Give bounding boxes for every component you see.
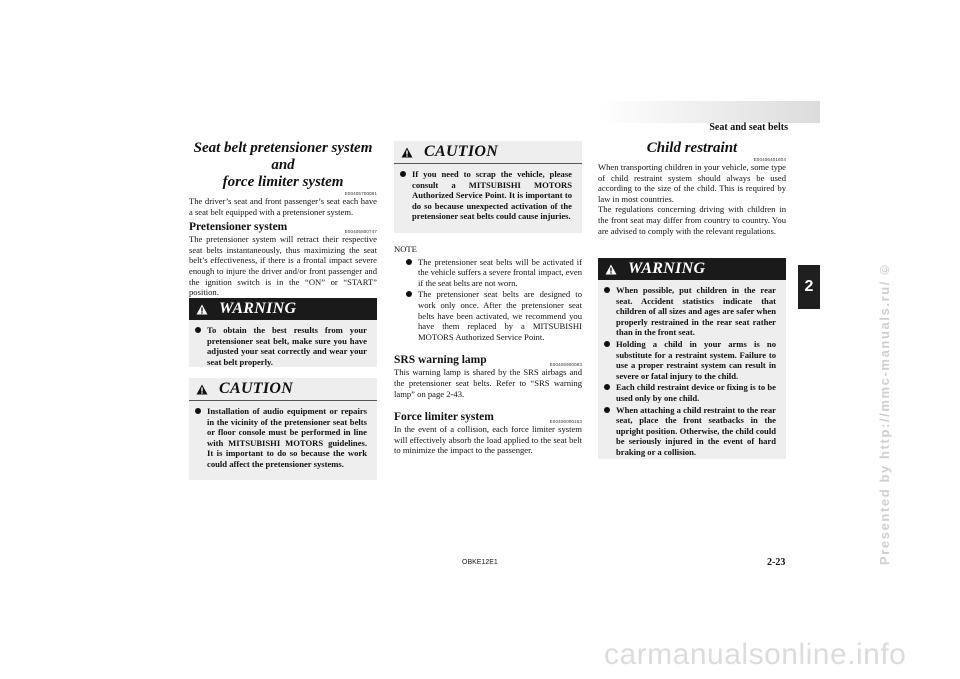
pretensioner-heading: Pretensioner system (189, 221, 288, 234)
note-list (394, 257, 582, 343)
caution-box (394, 141, 582, 233)
section-heading: Seat belt pretensioner system and (193, 140, 373, 173)
reference-code: E00405800747 (344, 229, 377, 235)
warning-header (189, 298, 377, 320)
caution-list (394, 164, 582, 229)
caution-header (394, 141, 582, 164)
caution-box (189, 378, 377, 480)
vertical-credit-text: Presented by http://mmc-manuals.ru/ © (877, 263, 892, 565)
child-paragraph-1: When transporting children in your vehicle, some type of child restraint system should always be used according to the size of the child. This is required by law in most countries. (598, 162, 786, 204)
warning-list (598, 280, 786, 465)
column-3 (598, 140, 786, 236)
warning-title: WARNING (219, 300, 297, 317)
srs-heading: SRS warning lamp (394, 354, 487, 367)
list-item: The pretensioner seat belts are designed to work only once. After the pretensioner seat belts have been activated, we recommend you have them replaced by a MITSUBISHI MOTORS Authorized Service Point. (406, 289, 582, 342)
document-code: OBKE12E1 (462, 559, 498, 566)
reference-code: E00405900083 (549, 362, 582, 368)
warning-title: WARNING (628, 260, 706, 277)
list-item: When possible, put children in the rear seat. Accident statistics indicate that children of all sizes and ages are safer when properly restrained in the rear seat rather than in the front seat. (604, 285, 776, 338)
list-item: To obtain the best results from your pretensioner seat belt, make sure you have adjusted your seat correctly and wear your seat belt properly. (195, 325, 367, 367)
caution-title: CAUTION (424, 143, 499, 160)
list-item: When attaching a child restraint to the rear seat, place the front seatbacks in the upright position. Otherwise, the child could be seriously injured in the event of hard braking or a collision. (604, 405, 776, 458)
caution-title: CAUTION (219, 380, 294, 397)
section-title: Seat and seat belts (709, 122, 788, 133)
pretensioner-paragraph: The pretensioner system will retract their respective seat belts instantaneously, thus maximizing the seat belt’s effectiveness, if there is a frontal impact severe enough to injure the driver and/or front passenger and the ignition switch is in the “ON” or “START” position. (189, 234, 377, 298)
warning-list (189, 320, 377, 374)
caution-list (189, 401, 377, 477)
intro-paragraph: The driver’s seat and front passenger’s seat each have a seat belt equipped with a pretensioner system. (189, 196, 377, 217)
column-2 (394, 244, 582, 456)
section-heading: Child restraint (646, 140, 738, 156)
force-limiter-paragraph: In the event of a collision, each force limiter system will effectively absorb the load applied to the seat belt to minimize the impact to the passenger. (394, 424, 582, 456)
child-paragraph-2: The regulations concerning driving with children in the front seat may differ from country to country. You are advised to comply with the relevant regulations. (598, 204, 786, 236)
section-heading-line2: force limiter system (222, 174, 344, 190)
chapter-tab: 2 (798, 265, 820, 309)
caution-header (189, 378, 377, 401)
warning-box (598, 258, 786, 459)
page-number: 2-23 (767, 557, 786, 568)
warning-triangle-icon (598, 264, 624, 275)
watermark: carmanualsonline.info (604, 638, 907, 671)
srs-paragraph: This warning lamp is shared by the SRS airbags and the pretensioner seat belts. Refer to “SRS warning lamp” on page 2-43. (394, 367, 582, 399)
caution-triangle-icon (189, 384, 215, 395)
force-limiter-heading: Force limiter system (394, 411, 494, 424)
caution-triangle-icon (394, 147, 420, 158)
list-item: Each child restraint device or fixing is to be used only by one child. (604, 382, 776, 403)
column-1 (189, 140, 377, 298)
note-label: NOTE (394, 244, 417, 254)
list-item: If you need to scrap the vehicle, please consult a MITSUBISHI MOTORS Authorized Service Point. It is important to do so because unexpected activation of the pretensioner seat belts could cause injuries. (400, 169, 572, 222)
reference-code: E00406401604 (753, 157, 786, 162)
reference-code: E00405700081 (344, 191, 377, 196)
warning-box (189, 298, 377, 367)
warning-triangle-icon (189, 304, 215, 315)
reference-code: E00406000153 (549, 419, 582, 425)
list-item: The pretensioner seat belts will be activated if the vehicle suffers a severe frontal impact, even if the seat belts are not worn. (406, 257, 582, 289)
header-rule (598, 101, 820, 123)
list-item: Holding a child in your arms is no substitute for a restraint system. Failure to use a proper restraint system can result in severe or fatal injury to the child. (604, 339, 776, 381)
warning-header (598, 258, 786, 280)
list-item: Installation of audio equipment or repairs in the vicinity of the pretensioner seat belts or floor console must be performed in line with MITSUBISHI MOTORS guidelines. It is important to do so because the work could affect the pretensioner systems. (195, 406, 367, 470)
